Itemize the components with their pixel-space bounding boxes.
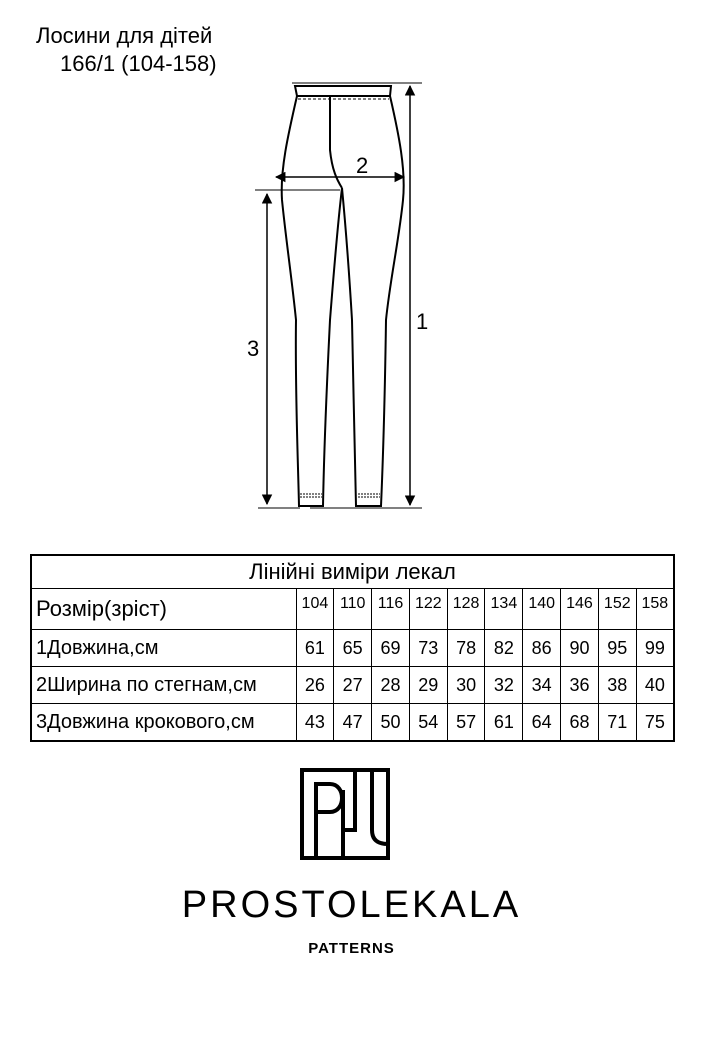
value-cell: 38 (598, 667, 636, 704)
hip-width-label: 2 (356, 153, 369, 178)
value-cell: 61 (485, 704, 523, 742)
value-cell: 57 (447, 704, 485, 742)
size-cell: 110 (334, 589, 372, 630)
size-cell: 152 (598, 589, 636, 630)
size-cell: 122 (409, 589, 447, 630)
row-label: 2Ширина по стегнам,см (31, 667, 296, 704)
inseam-measure (247, 190, 340, 508)
value-cell: 26 (296, 667, 334, 704)
size-cell: 104 (296, 589, 334, 630)
pattern-name: Лосини для дітей (36, 23, 213, 48)
row-label: 3Довжина крокового,см (31, 704, 296, 742)
value-cell: 90 (561, 630, 599, 667)
value-cell: 73 (409, 630, 447, 667)
value-cell: 28 (372, 667, 410, 704)
value-cell: 71 (598, 704, 636, 742)
value-cell: 64 (523, 704, 561, 742)
brand-subtitle: PATTERNS (308, 940, 395, 957)
value-cell: 27 (334, 667, 372, 704)
value-cell: 34 (523, 667, 561, 704)
size-header-label: Розмір(зріст) (31, 589, 296, 630)
size-cell: 146 (561, 589, 599, 630)
value-cell: 47 (334, 704, 372, 742)
pattern-number: 166/1 (104-158) (60, 51, 217, 76)
value-cell: 43 (296, 704, 334, 742)
table-caption: Лінійні виміри лекал (31, 555, 674, 589)
value-cell: 36 (561, 667, 599, 704)
measurements-table (30, 554, 675, 742)
value-cell: 54 (409, 704, 447, 742)
value-cell: 68 (561, 704, 599, 742)
size-cell: 128 (447, 589, 485, 630)
value-cell: 86 (523, 630, 561, 667)
value-cell: 32 (485, 667, 523, 704)
value-cell: 40 (636, 667, 674, 704)
value-cell: 69 (372, 630, 410, 667)
brand-logo-icon (0, 760, 703, 860)
inseam-label: 3 (247, 336, 260, 361)
length-label: 1 (416, 309, 429, 334)
value-cell: 61 (296, 630, 334, 667)
length-measure (292, 83, 428, 508)
size-cell: 116 (372, 589, 410, 630)
size-cell: 140 (523, 589, 561, 630)
value-cell: 78 (447, 630, 485, 667)
value-cell: 50 (372, 704, 410, 742)
size-cell: 158 (636, 589, 674, 630)
brand-name: PROSTOLEKALA (181, 884, 522, 926)
value-cell: 99 (636, 630, 674, 667)
table-row (31, 667, 674, 704)
value-cell: 82 (485, 630, 523, 667)
value-cell: 95 (598, 630, 636, 667)
value-cell: 65 (334, 630, 372, 667)
value-cell: 30 (447, 667, 485, 704)
table-row (31, 704, 674, 742)
value-cell: 29 (409, 667, 447, 704)
leggings-outline (282, 86, 404, 506)
row-label: 1Довжина,см (31, 630, 296, 667)
size-header-row (31, 589, 674, 630)
table-row (31, 630, 674, 667)
hip-width-measure (276, 153, 404, 178)
value-cell: 75 (636, 704, 674, 742)
size-cell: 134 (485, 589, 523, 630)
